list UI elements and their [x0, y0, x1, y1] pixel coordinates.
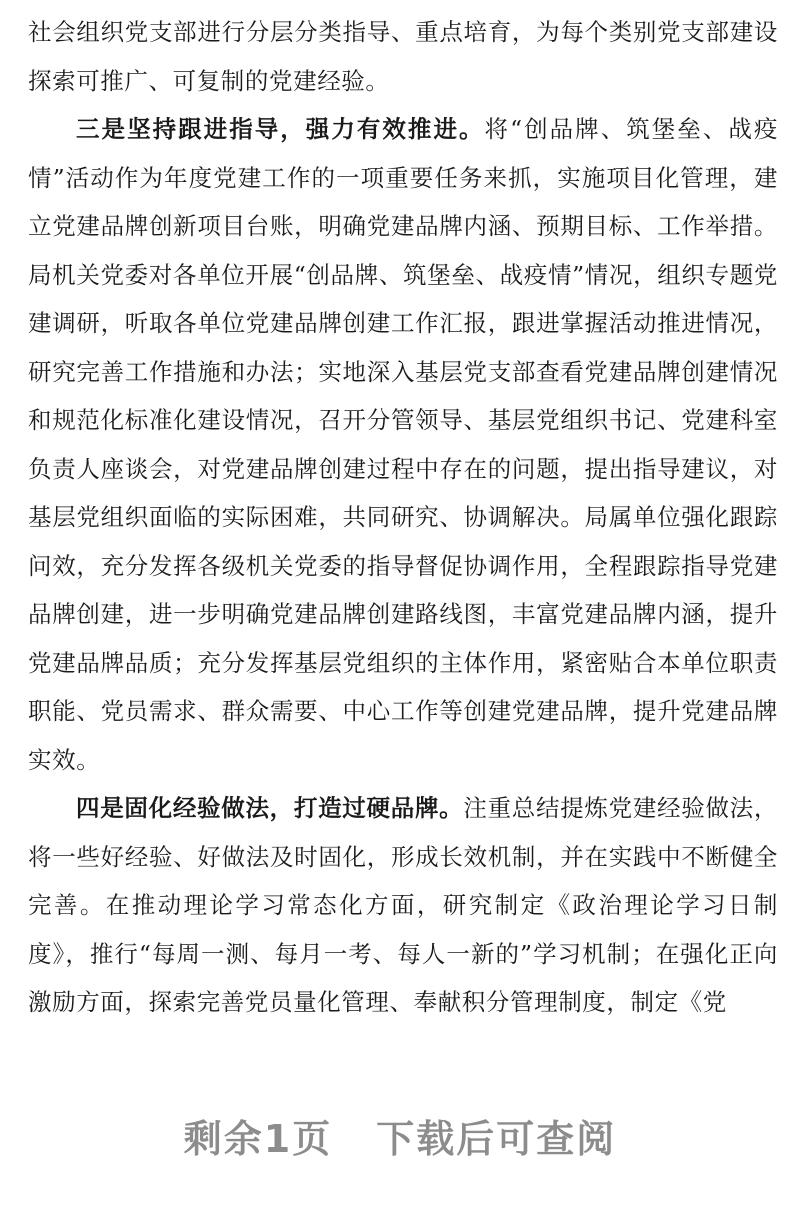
download-prompt[interactable]: [0, 1108, 800, 1163]
paragraph-lead: 三是坚持跟进指导，强力有效推进。: [76, 115, 485, 143]
paragraph-text: 社会组织党支部进行分层分类指导、重点培育，为每个类别党支部建设探索可推广、可复制的党建经验。: [28, 18, 778, 95]
remaining-pages-label: 剩余1页: [183, 1117, 333, 1161]
paragraph-lead: 四是固化经验做法，打造过硬品牌。: [76, 794, 464, 822]
download-to-view-label[interactable]: 下载后可查阅: [376, 1117, 617, 1161]
document-body: [28, 8, 778, 1027]
paragraph-text: 注重总结提炼党建经验做法，将一些好经验、好做法及时固化，形成长效机制，并在实践中不断健全完善。在推动理论学习常态化方面，研究制定《政治理论学习日制度》，推行“每周一测、每月一考、每人一新的”学习机制；在强化正向激励方面，探索完善党员量化管理、奉献积分管理制度，制定《党: [28, 794, 778, 1016]
paragraph-text: 将“创品牌、筑堡垒、战疫情”活动作为年度党建工作的一项重要任务来抓，实施项目化管理，建立党建品牌创新项目台账，明确党建品牌内涵、预期目标、工作举措。局机关党委对各单位开展“创品牌、筑堡垒、战疫情”情况，组织专题党建调研，听取各单位党建品牌创建工作汇报，跟进掌握活动推进情况，研究完善工作措施和办法；实地深入基层党支部查看党建品牌创建情况和规范化标准化建设情况，召开分管领导、基层党组织书记、党建科室负责人座谈会，对党建品牌创建过程中存在的问题，提出指导建议，对基层党组织面临的实际困难，共同研究、协调解决。局属单位强化跟踪问效，充分发挥各级机关党委的指导督促协调作用，全程跟踪指导党建品牌创建，进一步明确党建品牌创建路线图，丰富党建品牌内涵，提升党建品牌品质；充分发挥基层党组织的主体作用，紧密贴合本单位职责职能、党员需求、群众需要、中心工作等创建党建品牌，提升党建品牌实效。: [28, 115, 779, 774]
paragraph-2: [28, 105, 778, 784]
paragraph-3: [28, 784, 778, 1027]
paragraph-1: [28, 8, 778, 105]
